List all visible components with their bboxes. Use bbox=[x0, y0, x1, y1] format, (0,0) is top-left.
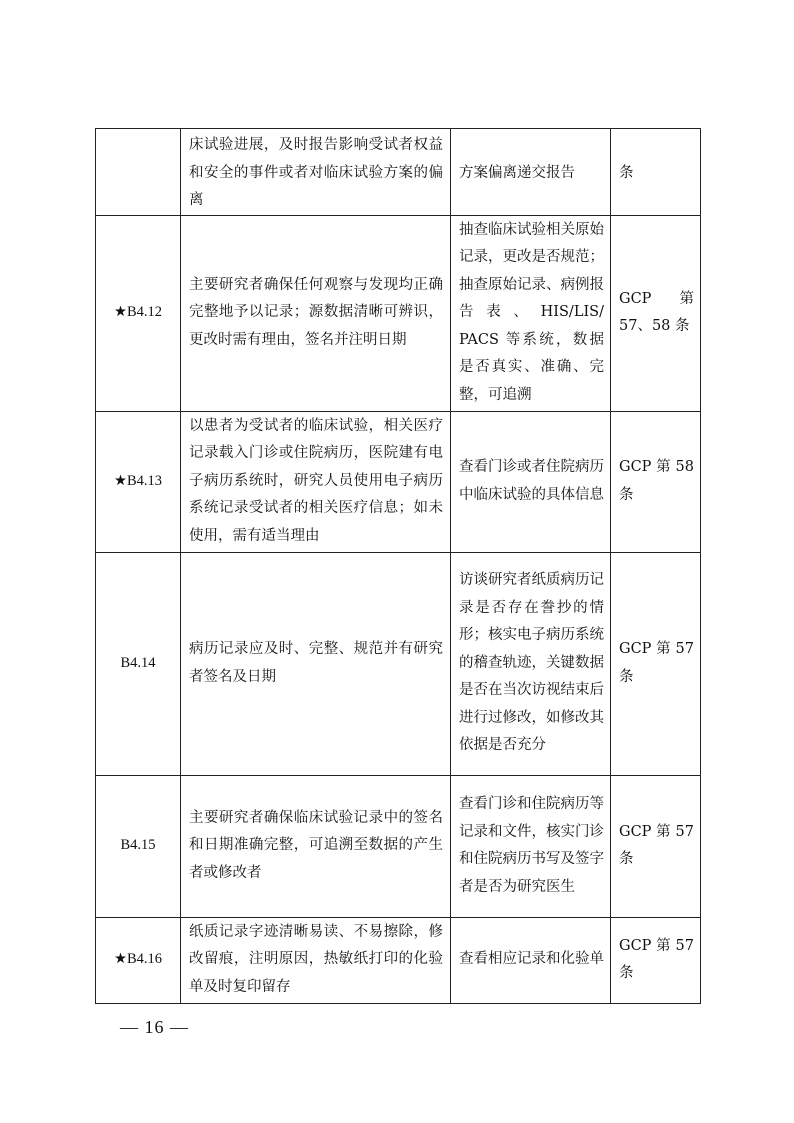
item-code bbox=[96, 129, 181, 216]
inspection-method: 方案偏离递交报告 bbox=[451, 129, 611, 216]
item-code: ★B4.12 bbox=[96, 215, 181, 411]
item-code: B4.14 bbox=[96, 552, 181, 775]
page-number: — 16 — bbox=[120, 1017, 189, 1037]
regulatory-basis: GCP 第 57 条 bbox=[611, 775, 701, 917]
item-code: ★B4.16 bbox=[96, 917, 181, 1003]
inspection-method: 抽查临床试验相关原始记录，更改是否规范；抽查原始记录、病例报告表、HIS/LIS/ PACS 等系统，数据是否真实、准确、完整，可追溯 bbox=[451, 215, 611, 411]
item-code: ★B4.13 bbox=[96, 411, 181, 552]
regulatory-basis: GCP 第 58 条 bbox=[611, 411, 701, 552]
inspection-method: 查看相应记录和化验单 bbox=[451, 917, 611, 1003]
inspection-criteria-table bbox=[95, 128, 701, 1004]
table-row bbox=[96, 775, 701, 917]
requirement-text: 以患者为受试者的临床试验，相关医疗记录载入门诊或住院病历，医院建有电子病历系统时，研究人员使用电子病历系统记录受试者的相关医疗信息；如未使用，需有适当理由 bbox=[181, 411, 451, 552]
requirement-text: 床试验进展，及时报告影响受试者权益和安全的事件或者对临床试验方案的偏离 bbox=[181, 129, 451, 216]
regulatory-basis: GCP 第 57 条 bbox=[611, 552, 701, 775]
table-row bbox=[96, 411, 701, 552]
regulatory-basis: 条 bbox=[611, 129, 701, 216]
item-code: B4.15 bbox=[96, 775, 181, 917]
regulatory-basis: GCP 第 57 条 bbox=[611, 917, 701, 1003]
table-row bbox=[96, 215, 701, 411]
table-row bbox=[96, 552, 701, 775]
inspection-method: 查看门诊和住院病历等记录和文件，核实门诊和住院病历书写及签字者是否为研究医生 bbox=[451, 775, 611, 917]
inspection-method: 查看门诊或者住院病历中临床试验的具体信息 bbox=[451, 411, 611, 552]
regulatory-basis: GCP 第 57、58 条 bbox=[611, 215, 701, 411]
table-row bbox=[96, 129, 701, 216]
requirement-text: 主要研究者确保任何观察与发现均正确完整地予以记录；源数据清晰可辨识，更改时需有理由，签名并注明日期 bbox=[181, 215, 451, 411]
table-row bbox=[96, 917, 701, 1003]
requirement-text: 主要研究者确保临床试验记录中的签名和日期准确完整，可追溯至数据的产生者或修改者 bbox=[181, 775, 451, 917]
requirement-text: 病历记录应及时、完整、规范并有研究者签名及日期 bbox=[181, 552, 451, 775]
requirement-text: 纸质记录字迹清晰易读、不易擦除，修改留痕，注明原因，热敏纸打印的化验单及时复印留存 bbox=[181, 917, 451, 1003]
inspection-method: 访谈研究者纸质病历记录是否存在誊抄的情形；核实电子病历系统的稽查轨迹，关键数据是否在当次访视结束后进行过修改，如修改其依据是否充分 bbox=[451, 552, 611, 775]
